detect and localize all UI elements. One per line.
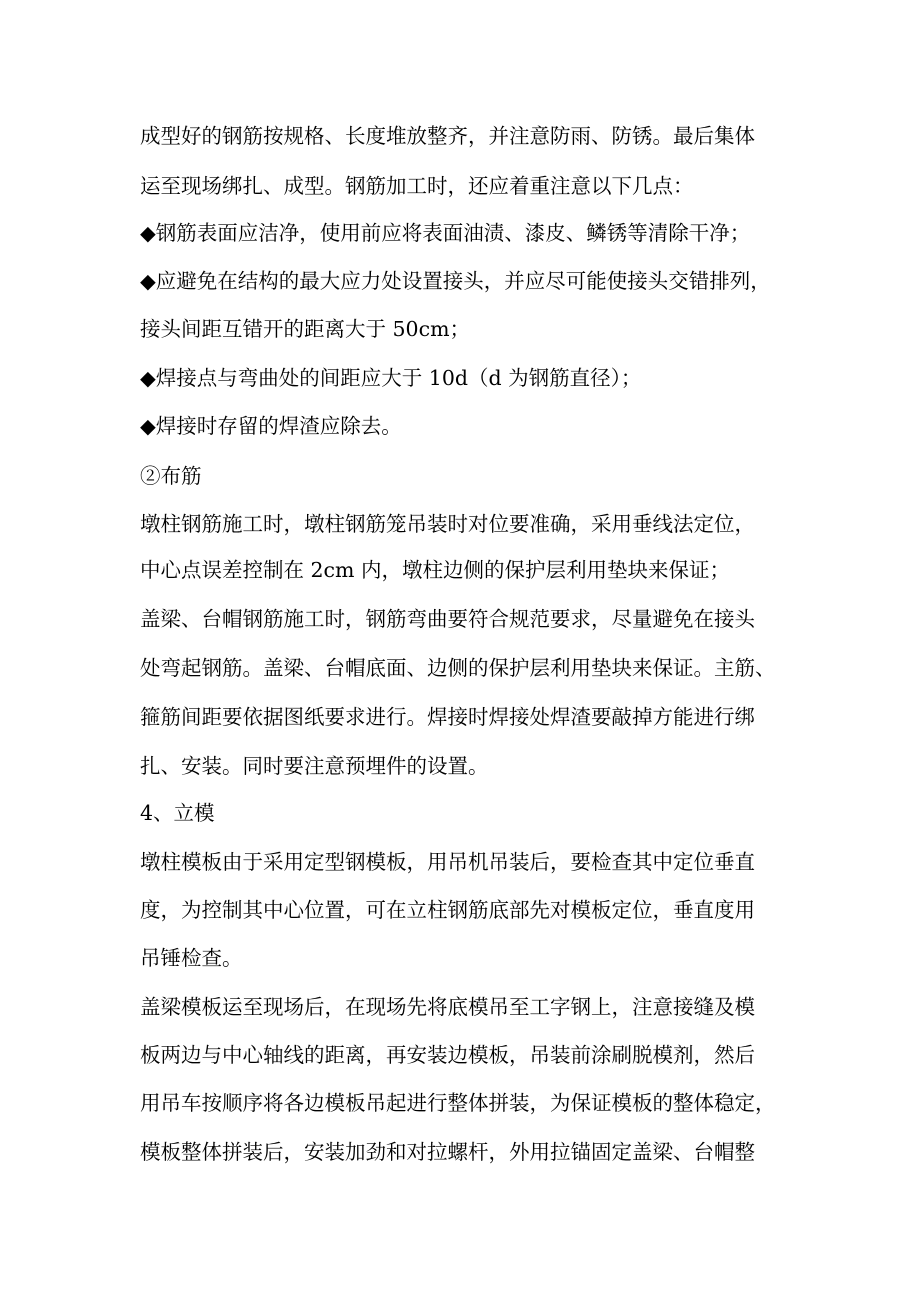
text-line: 墩柱钢筋施工时，墩柱钢筋笼吊装时对位要准确，采用垂线法定位， [140,512,755,536]
section-heading: ②布筋 [140,464,202,488]
section-heading: 4、立模 [140,801,215,825]
text-line: 模板整体拼装后，安装加劲和对拉螺杆，外用拉锚固定盖梁、台帽整 [140,1140,755,1164]
text-line: 扎、安装。同时要注意预埋件的设置。 [140,754,489,778]
text-line: 用吊车按顺序将各边模板吊起进行整体拼装，为保证模板的整体稳定， [140,1091,776,1115]
bullet-line: ◆焊接点与弯曲处的间距应大于 10d（d 为钢筋直径）； [140,366,642,390]
text-line: 盖梁、台帽钢筋施工时，钢筋弯曲要符合规范要求，尽量避免在接头 [140,607,755,631]
text-line: 墩柱模板由于采用定型钢模板，用吊机吊装后，要检查其中定位垂直 [140,850,755,874]
text-line: 度，为控制其中心位置，可在立柱钢筋底部先对模板定位，垂直度用 [140,898,755,922]
text-line: 中心点误差控制在 2cm 内，墩柱边侧的保护层利用垫块来保证； [140,558,730,582]
bullet-line: ◆钢筋表面应洁净，使用前应将表面油渍、漆皮、鳞锈等清除干净； [140,221,751,245]
bullet-line: ◆焊接时存留的焊渣应除去。 [140,414,402,438]
text-line: 板两边与中心轴线的距离，再安装边模板，吊装前涂刷脱模剂，然后 [140,1043,755,1067]
bullet-line: ◆应避免在结构的最大应力处设置接头，并应尽可能使接头交错排列， [140,269,771,293]
text-line: 处弯起钢筋。盖梁、台帽底面、边侧的保护层利用垫块来保证。主筋、 [140,656,776,680]
text-line: 箍筋间距要依据图纸要求进行。焊接时焊接处焊渣要敲掉方能进行绑 [140,705,755,729]
text-line: 盖梁模板运至现场后，在现场先将底模吊至工字钢上，注意接缝及模 [140,995,755,1019]
text-line: 运至现场绑扎、成型。钢筋加工时，还应着重注意以下几点： [140,174,694,198]
text-line: 接头间距互错开的距离大于 50cm； [140,317,471,341]
text-line: 吊锤检查。 [140,946,243,970]
text-line: 成型好的钢筋按规格、长度堆放整齐，并注意防雨、防锈。最后集体 [140,124,755,148]
